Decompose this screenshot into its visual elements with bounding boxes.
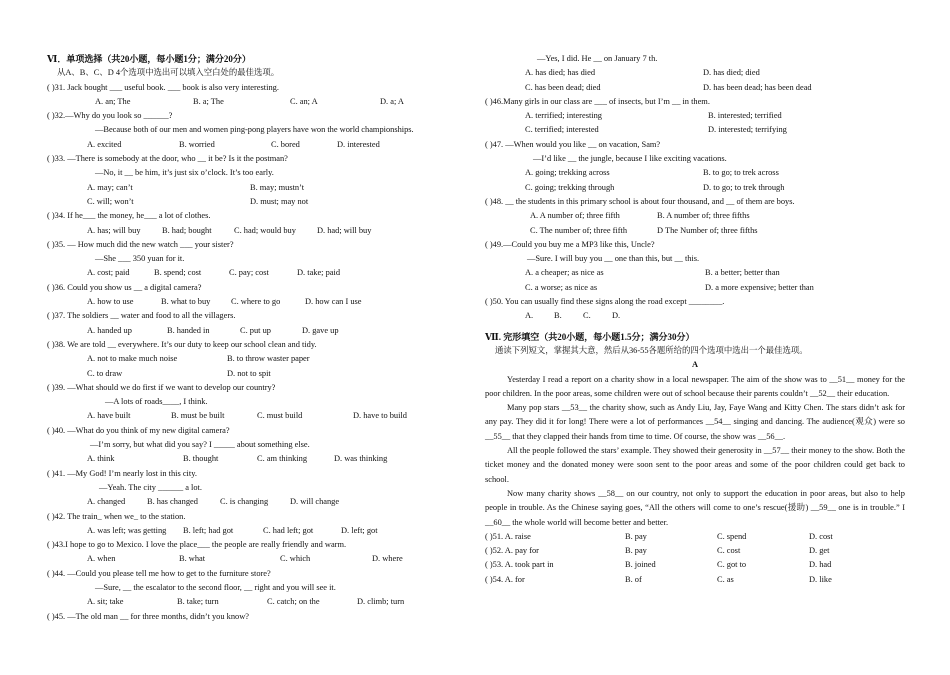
dialogue-reply: —Yes, I did. He __ on January 7 th. <box>537 54 658 63</box>
answer-option: ( )54. A. for <box>485 574 525 584</box>
answer-option: A. has; will buy <box>87 225 141 235</box>
answer-option: B. may; mustn’t <box>250 182 305 192</box>
passage-paragraph: Yesterday I read a report on a charity show in a local newspaper. The aim of the show was to __51__ money for the poor children. In the poor areas, some children were out of school because their parents couldn’t __52__ their education. <box>485 374 905 398</box>
answer-option: D. had; will buy <box>317 225 372 235</box>
option-row <box>485 309 905 323</box>
option-row <box>485 573 905 587</box>
answer-option: C. going; trekking through <box>525 182 615 192</box>
answer-option: B. thought <box>183 454 219 464</box>
answer-option: D. gave up <box>302 325 339 335</box>
answer-option: B. spend; cost <box>154 268 202 278</box>
answer-option: C. to draw <box>87 368 123 378</box>
dialogue-reply: —Because both of our men and women ping-pong players have won the world championships. <box>95 125 414 135</box>
answer-option: D. have to build <box>353 411 407 421</box>
option-row <box>485 123 905 137</box>
answer-option: B. joined <box>625 560 656 570</box>
question-stem: ( )34. If he___ the money, he___ a lot of clothes. <box>47 211 211 221</box>
dialogue-reply: —A lots of roads____, I think. <box>105 397 208 407</box>
right-column <box>485 52 905 587</box>
answer-option: C. bored <box>271 139 300 149</box>
question-stem: ( )44. —Could you please tell me how to get to the furniture store? <box>47 568 271 578</box>
answer-option: B. of <box>625 574 642 584</box>
answer-option: D. take; paid <box>297 268 341 278</box>
dialogue-reply: —Sure, __ the escalator to the second floor, __ right and you will see it. <box>95 582 336 592</box>
answer-option: B. what to buy <box>161 297 211 307</box>
answer-option: A. not to make much noise <box>87 354 178 364</box>
passage-paragraph: Many pop stars __53__ the charity show, such as Andy Liu, Jay, Faye Wang and Kitty Chen. The stars didn’t ask for any pay. They did it for long! There were a lot of performances __54__ singing and dancing. The audience(观众) were so __55__ that they clapped their hands from time to time. Of course, the show was __56__. <box>485 403 905 441</box>
answer-option: A. think <box>87 454 115 464</box>
answer-option: A. when <box>87 554 116 564</box>
question-stem: ( )33. —There is somebody at the door, who __ it be? Is it the postman? <box>47 154 288 164</box>
dialogue-reply: —She ___ 350 yuan for it. <box>95 254 185 264</box>
answer-option: B. A number of; three fifths <box>657 211 750 221</box>
answer-option: C. am thinking <box>257 454 308 464</box>
answer-option: A. may; can’t <box>87 182 133 192</box>
question-stem: ( )37. The soldiers __ water and food to all the villagers. <box>47 311 236 321</box>
answer-option: D. interested; terrifying <box>708 125 787 135</box>
option-row <box>47 181 467 195</box>
answer-option: C. must build <box>257 411 303 421</box>
answer-option: D. has been dead; has been dead <box>703 82 812 92</box>
passage-title: A <box>691 360 699 370</box>
answer-option: ( )51. A. raise <box>485 531 531 541</box>
option-row <box>47 95 467 109</box>
answer-option: D. had <box>809 560 832 570</box>
option-row <box>47 524 467 538</box>
answer-option: D. a; A <box>380 96 404 106</box>
option-row <box>47 452 467 466</box>
option-row <box>485 81 905 95</box>
option-row <box>47 266 467 280</box>
answer-option: B. left; had got <box>183 525 234 535</box>
question-stem: ( )39. —What should we do first if we want to develop our country? <box>47 382 276 392</box>
answer-option: A. terrified; interesting <box>525 111 602 121</box>
answer-option: C. had; would buy <box>234 225 296 235</box>
question-stem: ( )46.Many girls in our class are ___ of insects, but I’m __ in them. <box>485 96 710 106</box>
section-heading: Ⅶ. 完形填空（共20小题，每小题1.5分；满分30分） <box>485 331 695 342</box>
answer-option: B. pay <box>625 531 647 541</box>
section-instruction: 从A、B、C、D 4个选项中选出可以填入空白处的最佳选项。 <box>57 68 280 78</box>
answer-option: A. a cheaper; as nice as <box>525 268 604 278</box>
option-row <box>485 209 905 223</box>
answer-option: A. going; trekking across <box>525 168 610 178</box>
answer-option: C. got to <box>717 560 747 570</box>
option-row <box>47 367 467 381</box>
question-stem: ( )36. Could you show us __ a digital camera? <box>47 282 202 292</box>
answer-option: B. a better; better than <box>705 268 780 278</box>
option-row <box>47 352 467 366</box>
answer-option: ( )53. A. took part in <box>485 560 554 570</box>
answer-option: D. like <box>809 574 832 584</box>
passage-paragraph: Now many charity shows __58__ on our country, not only to support the education in poor areas, but also to help people in trouble. As the Chinese saying goes, “All the others will come to one’s rescue(援助) __59__ one is in trouble.” I __60__ the whole world will become better and better. <box>485 488 905 527</box>
section-instruction: 通读下列短文，掌握其大意，然后从36-55各题所给的四个选项中选出一个最佳选项。 <box>495 345 808 355</box>
answer-option: C. is changing <box>220 497 269 507</box>
answer-option: D. a more expensive; better than <box>705 282 814 292</box>
answer-option: D. has died; died <box>703 68 760 78</box>
answer-option: A. has died; has died <box>525 68 596 78</box>
question-stem: ( )49.—Could you buy me a MP3 like this, Uncle? <box>485 239 655 249</box>
answer-option: C. an; A <box>290 96 318 106</box>
answer-option: D. interested <box>337 139 380 149</box>
answer-option: C. <box>583 311 591 321</box>
answer-option: D. not to spit <box>227 368 271 378</box>
answer-option: B. worried <box>179 139 215 149</box>
passage-paragraph: All the people followed the stars’ example. They showed their generosity in __57__ their money to the show. Both the ticket money and the donated money were soon sent to the poor areas and some of the poor children could get back to school. <box>485 446 905 484</box>
answer-option: C. terrified; interested <box>525 125 599 135</box>
answer-option: C. put up <box>240 325 271 335</box>
answer-option: B. what <box>179 554 206 564</box>
answer-option: A. <box>525 311 534 321</box>
question-stem: ( )41. —My God! I’m nearly lost in this city. <box>47 468 197 478</box>
option-row <box>485 109 905 123</box>
answer-option: A. cost; paid <box>87 268 130 278</box>
dialogue-reply: —Yeah. The city ______ a lot. <box>99 482 202 492</box>
answer-option: D. left; got <box>341 525 378 535</box>
question-stem: ( )47. —When would you like __ on vacation, Sam? <box>485 139 661 149</box>
answer-option: A. handed up <box>87 325 132 335</box>
option-row <box>47 495 467 509</box>
answer-option: B. pay <box>625 546 647 556</box>
answer-option: C. as <box>717 574 734 584</box>
dialogue-reply: —I’m sorry, but what did you say? I _____ about something else. <box>90 440 310 450</box>
answer-option: C. The number of; three fifth <box>530 225 628 235</box>
question-stem: ( )45. —The old man __ for three months, didn’t you know? <box>47 611 249 621</box>
answer-option: C. cost <box>717 546 741 556</box>
answer-option: D. how can I use <box>305 297 362 307</box>
question-stem: ( )35. — How much did the new watch ___ your sister? <box>47 239 234 249</box>
option-row <box>47 552 467 566</box>
answer-option: A. excited <box>87 139 122 149</box>
option-row <box>47 409 467 423</box>
option-row <box>485 181 905 195</box>
option-row <box>485 281 905 295</box>
answer-option: C. catch; on the <box>267 597 320 607</box>
option-row <box>485 266 905 280</box>
answer-option: B. interested; terrified <box>708 111 782 121</box>
answer-option: D. was thinking <box>334 454 388 464</box>
answer-option: B. must be built <box>171 411 225 421</box>
option-row <box>47 224 467 238</box>
option-row <box>485 166 905 180</box>
answer-option: A. was left; was getting <box>87 525 167 535</box>
answer-option: B. had; bought <box>162 225 212 235</box>
answer-option: D. must; may not <box>250 196 309 206</box>
answer-option: D. climb; turn <box>357 597 405 607</box>
question-stem: ( )40. —What do you think of my new digital camera? <box>47 425 230 435</box>
answer-option: C. which <box>280 554 311 564</box>
option-row <box>485 544 905 558</box>
answer-option: B. <box>554 311 562 321</box>
answer-option: B. to throw waster paper <box>227 354 310 364</box>
answer-option: A. sit; take <box>87 597 124 607</box>
answer-option: D. to go; to trek through <box>703 182 785 192</box>
answer-option: D. get <box>809 546 830 556</box>
option-row <box>47 324 467 338</box>
answer-option: C. has been dead; died <box>525 82 601 92</box>
question-stem: ( )31. Jack bought ___ useful book. ___ book is also very interesting. <box>47 82 279 92</box>
answer-option: A. an; The <box>95 96 131 106</box>
option-row <box>485 530 905 544</box>
answer-option: C. spend <box>717 531 747 541</box>
dialogue-reply: —I’d like __ the jungle, because I like exciting vacations. <box>533 154 727 164</box>
answer-option: D. <box>612 311 621 321</box>
dialogue-reply: —Sure. I will buy you __ one than this, but __ this. <box>527 254 700 264</box>
option-row <box>47 138 467 152</box>
dialogue-reply: —No, it __ be him, it’s just six o’clock. It’s too early. <box>95 168 274 178</box>
answer-option: B. a; The <box>193 96 224 106</box>
option-row <box>485 224 905 238</box>
answer-option: D The Number of; three fifths <box>657 225 758 235</box>
answer-option: C. will; won’t <box>87 196 134 206</box>
answer-option: A. have built <box>87 411 131 421</box>
question-stem: ( )42. The train_ when we_ to the station. <box>47 511 186 521</box>
answer-option: B. has changed <box>147 497 198 507</box>
answer-option: B. to go; to trek across <box>703 168 779 178</box>
question-stem: ( )50. You can usually find these signs along the road except ________. <box>485 297 725 307</box>
answer-option: A. how to use <box>87 297 134 307</box>
answer-option: D. will change <box>290 497 340 507</box>
answer-option: C. where to go <box>231 297 281 307</box>
option-row <box>485 558 905 572</box>
answer-option: C. a worse; as nice as <box>525 282 598 292</box>
option-row <box>485 66 905 80</box>
answer-option: A. changed <box>87 497 126 507</box>
question-stem: ( )48. __ the students in this primary school is about four thousand, and __ of them are boys. <box>485 196 795 206</box>
option-row <box>47 595 467 609</box>
answer-option: ( )52. A. pay for <box>485 546 539 556</box>
answer-option: B. take; turn <box>177 597 219 607</box>
answer-option: D. cost <box>809 531 833 541</box>
option-row <box>47 295 467 309</box>
question-stem: ( )43.I hope to go to Mexico. I love the place___ the people are really friendly and warm. <box>47 540 347 550</box>
answer-option: C. pay; cost <box>229 268 269 278</box>
answer-option: C. had left; got <box>263 525 314 535</box>
question-stem: ( )38. We are told __ everywhere. It’s our duty to keep our school clean and tidy. <box>47 339 317 349</box>
answer-option: D. where <box>372 554 403 564</box>
answer-option: A. A number of; three fifth <box>530 211 620 221</box>
left-column <box>47 52 467 624</box>
option-row <box>47 195 467 209</box>
question-stem: ( )32.—Why do you look so ______? <box>47 111 173 121</box>
answer-option: B. handed in <box>167 325 210 335</box>
section-heading: Ⅵ．单项选择（共20小题，每小题1分；满分20分） <box>47 54 251 64</box>
